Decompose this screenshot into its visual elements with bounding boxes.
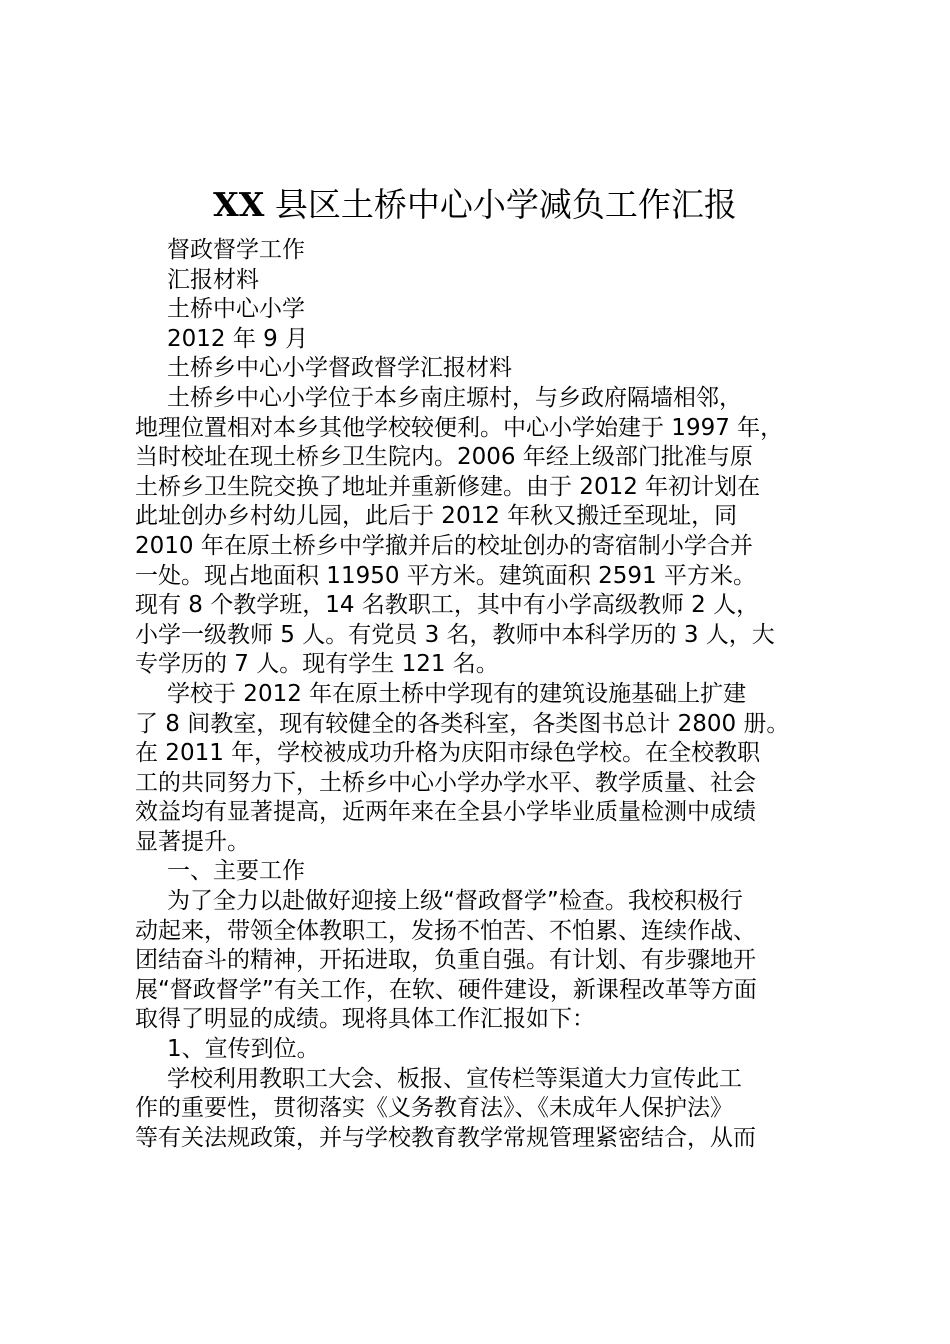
document-text-line: 土桥乡卫生院交换了地址并重新修建。由于 2012 年初计划在 bbox=[135, 473, 761, 500]
document-text-line: 学校于 2012 年在原土桥中学现有的建筑设施基础上扩建 bbox=[167, 680, 747, 707]
document-text-line: 地理位置相对本乡其他学校较便利。中心小学始建于 1997 年， bbox=[135, 414, 784, 441]
document-text-line: 等有关法规政策，并与学校教育教学常规管理紧密结合，从而 bbox=[135, 1124, 756, 1151]
document-text-line: 取得了明显的成绩。现将具体工作汇报如下： bbox=[135, 1006, 595, 1033]
document-text-line: 了 8 间教室，现有较健全的各类科室，各类图书总计 2800 册。 bbox=[135, 710, 790, 737]
document-text-line: 土桥乡中心小学位于本乡南庄塬村，与乡政府隔墙相邻， bbox=[167, 384, 742, 411]
document-text-line: 当时校址在现土桥乡卫生院内。2006 年经上级部门批准与原 bbox=[135, 444, 753, 471]
document-text-line: 团结奋斗的精神，开拓进取，负重自强。有计划、有步骤地开 bbox=[135, 947, 756, 974]
document-text-line: 为了全力以赴做好迎接上级“督政督学”检查。我校积极行 bbox=[167, 888, 743, 915]
document-text-line: 作的重要性，贯彻落实《义务教育法》、《未成年人保护法》 bbox=[135, 1095, 733, 1122]
document-text-line: 土桥乡中心小学督政督学汇报材料 bbox=[167, 355, 512, 382]
document-text-line: 专学历的 7 人。现有学生 121 名。 bbox=[135, 651, 499, 678]
document-text-line: 土桥中心小学 bbox=[167, 296, 305, 323]
document-text-line: 工的共同努力下，土桥乡中心小学办学水平、教学质量、社会 bbox=[135, 769, 756, 796]
document-text-line: 显著提升。 bbox=[135, 828, 250, 855]
document-text-line: 一处。现占地面积 11950 平方米。建筑面积 2591 平方米。 bbox=[135, 562, 756, 589]
document-text-line: 督政督学工作 bbox=[167, 237, 305, 263]
document-text-line: 此址创办乡村幼儿园，此后于 2012 年秋又搬迁至现址，同 bbox=[135, 503, 738, 530]
document-text-line: 动起来，带领全体教职工，发扬不怕苦、不怕累、连续作战、 bbox=[135, 917, 756, 944]
document-text-line: 汇报材料 bbox=[167, 266, 259, 293]
document-text-line: 展“督政督学”有关工作，在软、硬件建设，新课程改革等方面 bbox=[135, 976, 757, 1003]
document-title-text: 县区土桥中心小学减负工作汇报 bbox=[264, 185, 737, 224]
document-text-line: 2010 年在原土桥乡中学撤并后的校址创办的寄宿制小学合并 bbox=[135, 532, 753, 559]
document-text-line: 小学一级教师 5 人。有党员 3 名，教师中本科学历的 3 人，大 bbox=[135, 621, 775, 648]
document-text-line: 效益均有显著提高，近两年来在全县小学毕业质量检测中成绩 bbox=[135, 799, 756, 826]
document-title-prefix: XX bbox=[213, 185, 265, 224]
document-text-line: 学校利用教职工大会、板报、宣传栏等渠道大力宣传此工 bbox=[167, 1065, 742, 1092]
document-title bbox=[0, 183, 950, 227]
document-body bbox=[135, 236, 835, 1153]
document-text-line: 现有 8 个教学班，14 名教职工，其中有小学高级教师 2 人， bbox=[135, 592, 760, 619]
document-text-line: 2012 年 9 月 bbox=[167, 325, 309, 352]
document-text-line: 在 2011 年，学校被成功升格为庆阳市绿色学校。在全校教职 bbox=[135, 740, 761, 767]
document-text-line: 一、主要工作 bbox=[167, 858, 305, 885]
document-text-line: 1、宣传到位。 bbox=[167, 1036, 320, 1063]
